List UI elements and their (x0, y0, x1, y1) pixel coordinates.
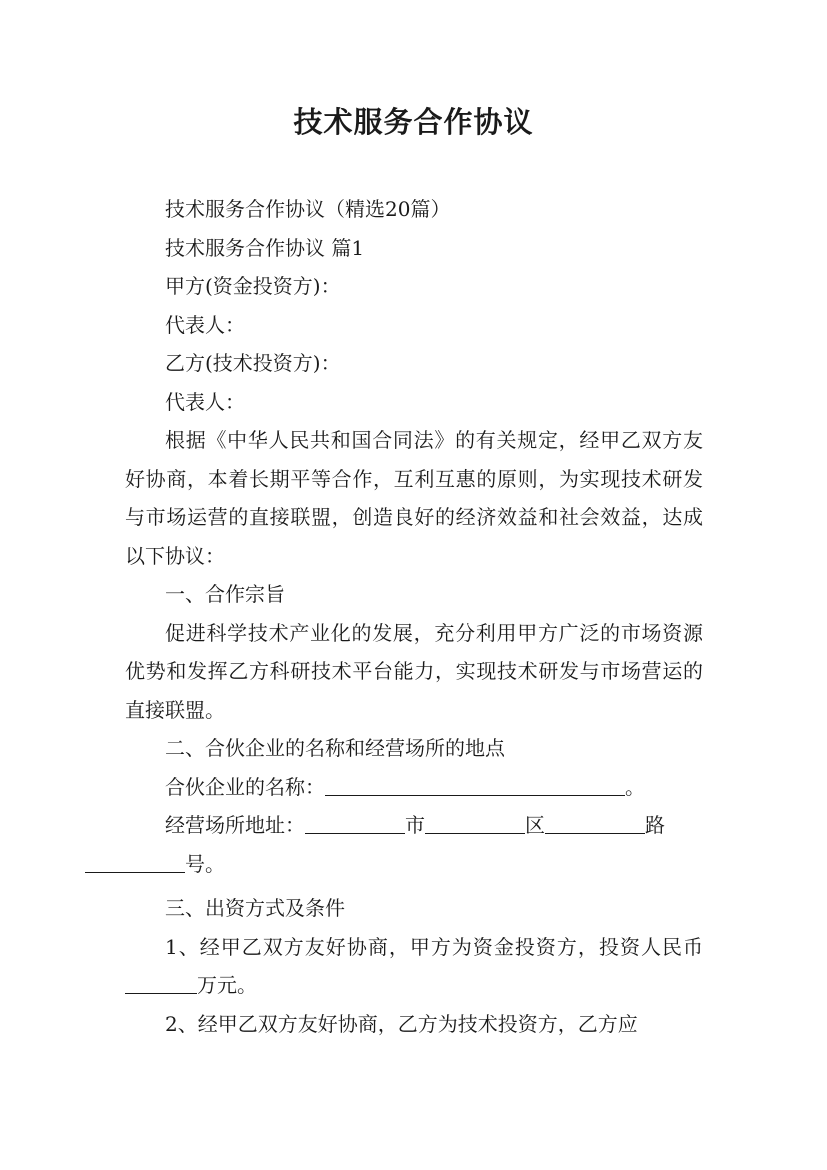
party-b-representative: 代表人： (165, 389, 245, 414)
enterprise-name-line (125, 768, 703, 807)
address-label: 经营场所地址： (165, 813, 305, 837)
section-heading: 技术服务合作协议 篇1 (165, 235, 365, 260)
clause-3-item-1 (125, 928, 703, 1005)
clause-1-paragraph: 促进科学技术产业化的发展，充分利用甲方广泛的市场资源优势和发挥乙方科研技术平台能力，实现技术研发与市场营运的直接联盟。 (125, 620, 703, 722)
city-label: 市 (405, 813, 425, 837)
enterprise-name-end: 。 (625, 774, 645, 799)
party-a-line: 甲方(资金投资方)： (165, 274, 341, 298)
clause-1-heading: 一、合作宗旨 (165, 582, 285, 606)
district-label: 区 (525, 813, 545, 837)
district-blank (425, 811, 525, 834)
number-label: 号。 (185, 851, 225, 876)
address-line (125, 806, 703, 883)
document-body (125, 190, 703, 1043)
subtitle-line: 技术服务合作协议（精选20篇） (165, 197, 451, 221)
party-b-line: 乙方(技术投资方)： (165, 351, 341, 375)
enterprise-name-label: 合伙企业的名称： (165, 774, 325, 799)
number-blank (85, 850, 185, 873)
clause-3-item-2: 2、经甲乙双方友好协商，乙方为技术投资方，乙方应 (165, 1011, 638, 1036)
road-blank (545, 811, 645, 834)
road-label: 路 (645, 813, 665, 837)
clause-2-heading: 二、合伙企业的名称和经营场所的地点 (165, 736, 505, 760)
document-title: 技术服务合作协议 (293, 105, 534, 139)
item-1-text: 1、经甲乙双方友好协商，甲方为资金投资方，投资人民币 (165, 934, 703, 959)
item-1-end: 万元。 (197, 973, 257, 997)
enterprise-name-blank (325, 773, 625, 796)
party-a-representative: 代表人： (165, 312, 245, 337)
city-blank (305, 811, 405, 834)
clause-3-heading: 三、出资方式及条件 (165, 896, 345, 920)
preamble-paragraph: 根据《中华人民共和国合同法》的有关规定，经甲乙双方友好协商，本着长期平等合作，互利互惠的原则，为实现技术研发与市场运营的直接联盟，创造良好的经济效益和社会效益，达成以下协议： (125, 428, 703, 568)
amount-blank (125, 971, 197, 994)
